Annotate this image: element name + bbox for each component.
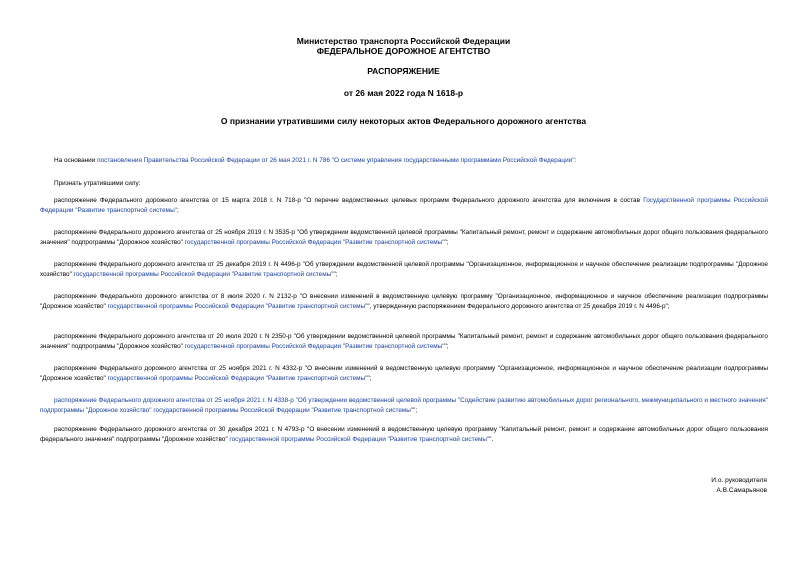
item-text: распоряжение Федерального дорожного агентства от 25 декабря 2019 г. N 4496-р "Об утверждении ведомственной целевой программы "Организационное, информационное и научное обеспечение реализации подпрограммы "Дорожное хозяйство" bbox=[40, 261, 768, 278]
preamble-text: На основании bbox=[54, 157, 98, 164]
signatory-name: А.В.Самарьянов bbox=[716, 487, 767, 494]
item-text-end: "; bbox=[367, 374, 372, 382]
preamble-link[interactable]: постановления Правительства Российской Федерации от 26 мая 2021 г. N 786 "О системе управления государственными программами Российской Федерации" bbox=[97, 157, 575, 164]
item-text-end: ". bbox=[489, 435, 494, 443]
preamble-suffix: : bbox=[574, 157, 577, 164]
item-text-end: "; bbox=[333, 270, 338, 278]
list-item bbox=[40, 364, 768, 383]
item-link[interactable]: распоряжение Федерального дорожного агентства от 25 ноября 2021 г. N 4338-р "Об утверждении ведомственной целевой программы "Содействие развитию автомобильных дорог регионального, межмуниципального и местного значения" подпрограммы "Дорожное хозяйство" государственной программы Российской Федерации "Развитие транспортной системы" bbox=[40, 397, 768, 414]
list-item bbox=[40, 228, 768, 247]
recognize-paragraph bbox=[40, 179, 768, 189]
signatory-position: И.о. руководителя bbox=[711, 477, 767, 484]
item-link[interactable]: государственной программы Российской Федерации "Развитие транспортной системы" bbox=[107, 374, 368, 382]
item-text: распоряжение Федерального дорожного агентства от 25 ноября 2019 г. N 3535-р "Об утверждении ведомственной целевой программы "Капитальный ремонт, ремонт и содержание автомобильных дорог общего пользования федерального значения" подпрограммы "Дорожное хозяйство" bbox=[40, 229, 768, 246]
item-link[interactable]: государственной программы Российской Федерации "Развитие транспортной системы" bbox=[229, 435, 490, 443]
item-text: распоряжение Федерального дорожного агентства от 8 июля 2020 г. N 2132-р "О внесении изменений в ведомственную целевую программу "Организационное, информационное и научное обеспечение реализации подпрограммы "Дорожное хозяйство" bbox=[40, 293, 768, 310]
document-date-number: от 26 мая 2022 года N 1618-р bbox=[343, 88, 464, 98]
item-link[interactable]: государственной программы Российской Федерации "Развитие транспортной системы" bbox=[184, 238, 445, 246]
agency-name: ФЕДЕРАЛЬНОЕ ДОРОЖНОЕ АГЕНТСТВО bbox=[316, 46, 491, 56]
item-text: распоряжение Федерального дорожного агентства от 15 марта 2018 г. N 718-р "О перечне ведомственных целевых программ Федерального дорожного агентства для включения в состав bbox=[54, 197, 644, 204]
list-item bbox=[40, 425, 768, 444]
list-item bbox=[40, 396, 768, 415]
list-item bbox=[40, 196, 768, 215]
preamble-paragraph bbox=[40, 156, 768, 166]
item-text: распоряжение Федерального дорожного агентства от 30 декабря 2021 г. N 4793-р "О внесении изменений в ведомственную целевую программу "Капитальный ремонт, ремонт и содержание автомобильных дорог общего пользования федерального значения" подпрограммы "Дорожное хозяйство" bbox=[40, 426, 768, 443]
item-text-end: ; bbox=[176, 206, 179, 214]
item-link[interactable]: государственной программы Российской Федерации "Развитие транспортной системы" bbox=[73, 270, 334, 278]
list-item bbox=[40, 292, 768, 311]
item-text: распоряжение Федерального дорожного агентства от 25 ноября 2021 г. N 4332-р "О внесении изменений в ведомственную целевую программу "Организационное, информационное и научное обеспечение реализации подпрограммы "Дорожное хозяйство" bbox=[40, 365, 768, 382]
ministry-name: Министерство транспорта Российской Федерации bbox=[296, 36, 511, 46]
item-text-end: ", утвержденную распоряжением Федерального дорожного агентства от 25 декабря 2019 г. N 4496-р"; bbox=[367, 302, 670, 310]
item-link[interactable]: государственной программы Российской Федерации "Развитие транспортной системы" bbox=[184, 342, 445, 350]
list-item bbox=[40, 332, 768, 351]
item-text-end: "; bbox=[444, 342, 449, 350]
item-link[interactable]: государственной программы Российской Федерации "Развитие транспортной системы" bbox=[107, 302, 368, 310]
document-type: РАСПОРЯЖЕНИЕ bbox=[367, 66, 440, 76]
recognize-text: Признать утратившими силу: bbox=[54, 180, 141, 187]
item-text-end: "; bbox=[413, 406, 418, 414]
item-text-end: "; bbox=[444, 238, 449, 246]
list-item bbox=[40, 260, 768, 279]
item-text: распоряжение Федерального дорожного агентства от 20 июля 2020 г. N 2350-р "Об утверждении ведомственной целевой программы "Капитальный ремонт, ремонт и содержание автомобильных дорог общего пользования федерального значения" подпрограммы "Дорожное хозяйство" bbox=[40, 333, 768, 350]
item-link[interactable]: Государственной программы Российской Федерации "Развитие транспортной системы" bbox=[40, 197, 768, 214]
document-title: О признании утратившими силу некоторых актов Федерального дорожного агентства bbox=[220, 116, 587, 126]
